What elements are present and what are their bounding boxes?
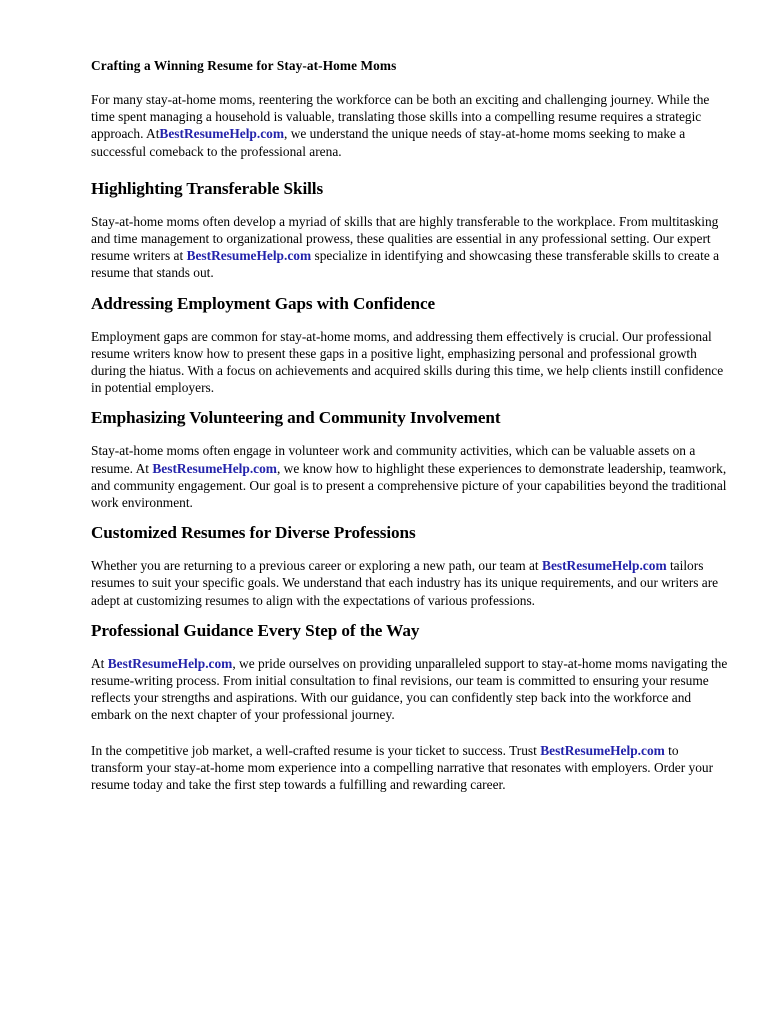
section-heading: Highlighting Transferable Skills [91, 178, 324, 198]
intro-text-before-link: For many stay-at-home moms, reentering the workforce can be both an exciting and challenging journey. While the time spent managing a household is valuable, translating those skills into a compelling resume requires a strategic approach. At [91, 92, 710, 142]
section-text-before-link: Stay-at-home moms often develop a myriad of skills that are highly transferable to the workplace. From multitasking and time management to organizational prowess, these qualities are essential in any professional setting. Our expert resume writers at [91, 213, 719, 264]
section-text-before-link: Whether you are returning to a previous career or exploring a new path, our team at [91, 558, 543, 574]
section-volunteering [91, 407, 728, 511]
document-content [91, 58, 728, 793]
section-paragraph [91, 655, 728, 724]
section-customized-resumes [91, 522, 728, 609]
section-text-after-link: specialize in identifying and showcasing these transferable skills to create a resume that stands out. [91, 248, 720, 281]
section-transferable-skills [91, 178, 728, 282]
brand-link[interactable]: BestResumeHelp.com [152, 460, 277, 476]
section-heading: Professional Guidance Every Step of the Way [91, 620, 420, 640]
brand-link[interactable]: BestResumeHelp.com [540, 742, 665, 758]
intro-paragraph [91, 91, 728, 160]
section-text-after-link: , we pride ourselves on providing unparalleled support to stay-at-home moms navigating the resume-writing process. From initial consultation to final revisions, our team is committed to ensuring your resume reflects your strengths and aspirations. With our guidance, you can confidently step back into the workforce and embark on the next chapter of your professional journey. [91, 655, 728, 723]
section-professional-guidance [91, 620, 728, 793]
section-text-after-link: tailors resumes to suit your specific goals. We understand that each industry has its unique requirements, and our writers are adept at customizing resumes to align with the expectations of various professions. [91, 558, 719, 608]
section-text-after-link: , we know how to highlight these experiences to demonstrate leadership, teamwork, and community engagement. Our goal is to present a comprehensive picture of your capabilities beyond the traditional work environment. [91, 460, 727, 511]
section-heading: Emphasizing Volunteering and Community Involvement [91, 408, 501, 428]
section-employment-gaps [91, 293, 728, 397]
closing-paragraph [91, 742, 728, 794]
section-text-before-link: Employment gaps are common for stay-at-home moms, and addressing them effectively is crucial. Our professional resume writers know how to present these gaps in a positive light, emphasizing personal and professional growth during the hiatus. With a focus on achievements and acquired skills during this time, we help clients instill confidence in potential employers. [91, 328, 724, 396]
section-heading: Customized Resumes for Diverse Professions [91, 523, 416, 543]
brand-link[interactable]: BestResumeHelp.com [107, 655, 233, 671]
brand-link[interactable]: BestResumeHelp.com [186, 248, 312, 264]
intro-text-after-link: , we understand the unique needs of stay-at-home moms seeking to make a successful comeback to the professional arena. [91, 126, 686, 159]
section-paragraph [91, 213, 728, 282]
section-paragraph [91, 328, 728, 397]
closing-text-before-link: In the competitive job market, a well-crafted resume is your ticket to success. Trust [91, 742, 541, 758]
section-paragraph [91, 557, 728, 609]
page-title: Crafting a Winning Resume for Stay-at-Home Moms [91, 58, 397, 73]
brand-link[interactable]: BestResumeHelp.com [542, 558, 667, 574]
section-text-before-link: Stay-at-home moms often engage in volunteer work and community activities, which can be valuable assets on a resume. At [91, 443, 696, 476]
section-heading: Addressing Employment Gaps with Confidence [91, 293, 436, 313]
section-text-before-link: At [91, 655, 108, 671]
closing-text-after-link: to transform your stay-at-home mom experience into a compelling narrative that resonates with employers. Order your resume today and take the first step towards a fulfilling and rewarding career. [91, 742, 714, 793]
section-paragraph [91, 442, 728, 511]
brand-link[interactable]: BestResumeHelp.com [159, 126, 285, 142]
